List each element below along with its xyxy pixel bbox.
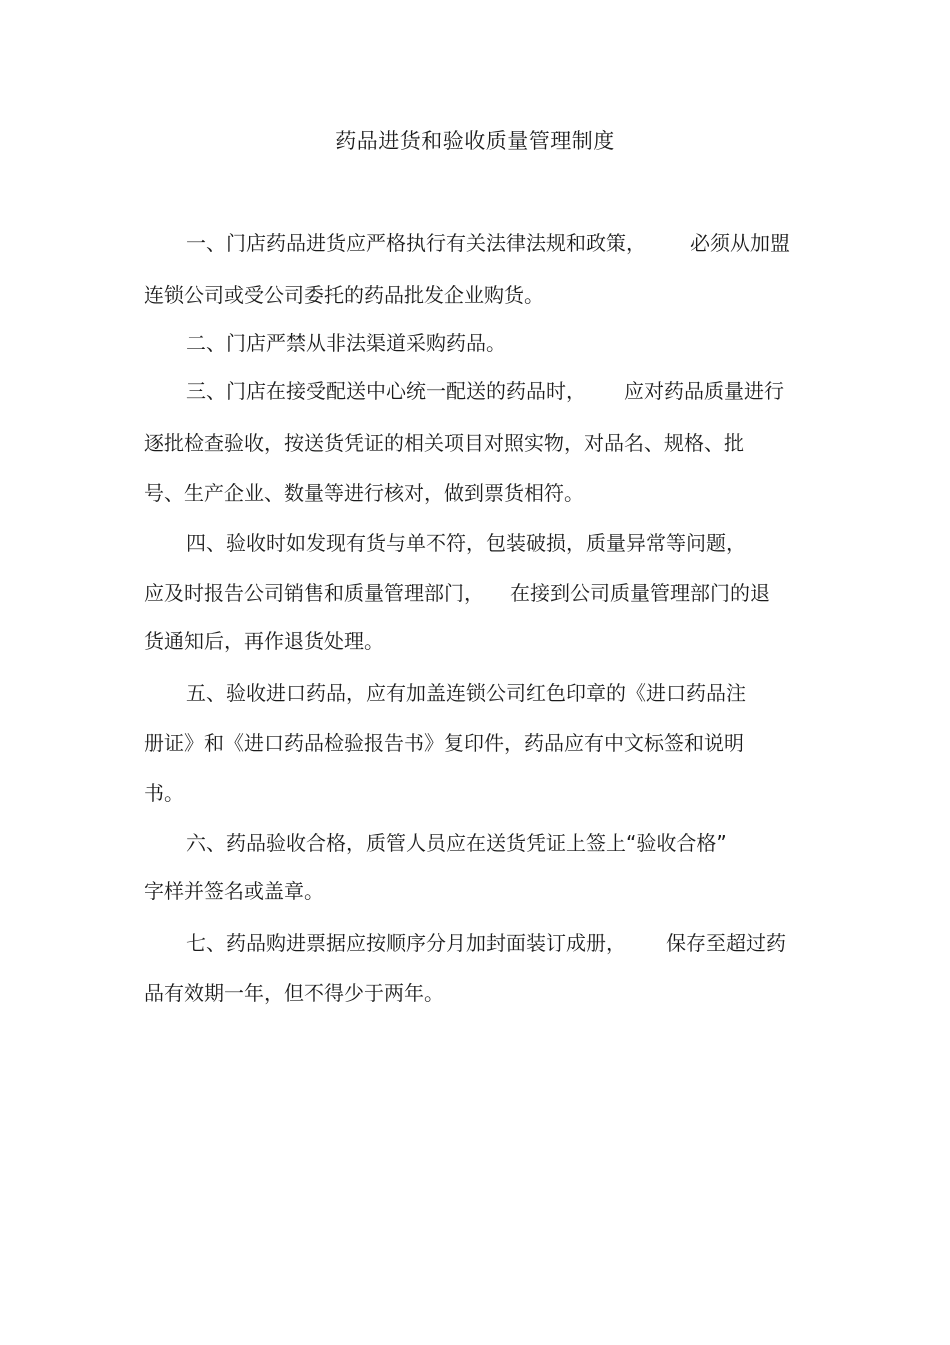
paragraph-1-text-b: 必须从加盟: [690, 231, 790, 255]
paragraph-6-line-2: 字样并签名或盖章。: [144, 879, 324, 903]
paragraph-7-text-a: 七、药品购进票据应按顺序分月加封面装订成册，: [186, 931, 626, 955]
paragraph-2-line-1: 二、门店严禁从非法渠道采购药品。: [186, 331, 506, 355]
paragraph-7-line-2: 品有效期一年，但不得少于两年。: [144, 981, 444, 1005]
paragraph-1-line-2: 连锁公司或受公司委托的药品批发企业购货。: [144, 283, 544, 307]
paragraph-4-text-b: 在接到公司质量管理部门的退: [510, 581, 770, 605]
paragraph-4-line-2: [144, 578, 770, 608]
paragraph-5-line-1: 五、验收进口药品，应有加盖连锁公司红色印章的《进口药品注: [186, 681, 746, 705]
paragraph-7-line-1: [186, 928, 786, 958]
paragraph-6-line-1: 六、药品验收合格，质管人员应在送货凭证上签上“验收合格”: [186, 831, 727, 855]
paragraph-4-text-a: 应及时报告公司销售和质量管理部门，: [144, 581, 484, 605]
paragraph-3-line-1: [186, 376, 784, 406]
paragraph-4-line-1: 四、验收时如发现有货与单不符，包装破损，质量异常等问题，: [186, 531, 746, 555]
paragraph-1-text-a: 一、门店药品进货应严格执行有关法律法规和政策，: [186, 231, 646, 255]
paragraph-3-text-b: 应对药品质量进行: [624, 379, 784, 403]
paragraph-1-line-1: [186, 228, 790, 258]
document-title: 药品进货和验收质量管理制度: [335, 129, 615, 153]
paragraph-3-text-a: 三、门店在接受配送中心统一配送的药品时，: [186, 379, 586, 403]
paragraph-5-line-2: 册证》和《进口药品检验报告书》复印件，药品应有中文标签和说明: [144, 731, 744, 755]
paragraph-5-line-3: 书。: [144, 781, 184, 805]
paragraph-7-text-b: 保存至超过药: [666, 931, 786, 955]
paragraph-3-line-2: 逐批检查验收，按送货凭证的相关项目对照实物，对品名、规格、批: [144, 431, 744, 455]
paragraph-3-line-3: 号、生产企业、数量等进行核对，做到票货相符。: [144, 481, 584, 505]
paragraph-4-line-3: 货通知后，再作退货处理。: [144, 629, 384, 653]
